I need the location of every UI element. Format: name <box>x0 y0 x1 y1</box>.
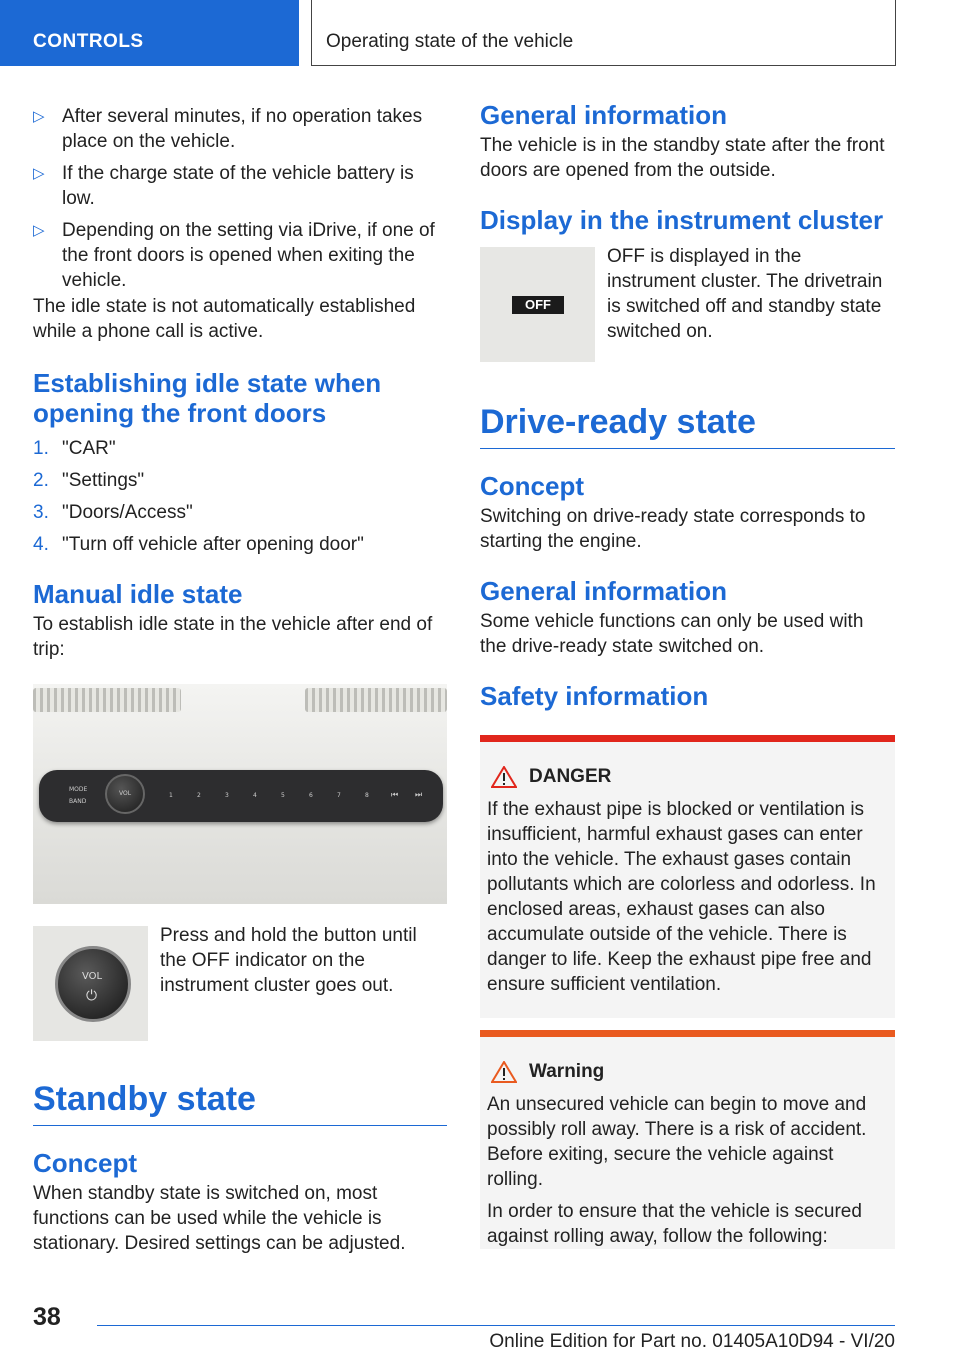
settings-steps <box>33 436 447 557</box>
center-console-photo <box>33 684 447 904</box>
warning-header <box>487 1061 888 1083</box>
warning-text: An unsecured vehicle can begin to move and possibly roll away. There is a risk of accident. Before exiting, secure the vehicle against rolling. <box>487 1094 867 1190</box>
section-label: CONTROLS <box>33 31 144 52</box>
press-hold-text: Press and hold the button until the OFF indicator on the instrument cluster goes out. <box>160 925 417 996</box>
danger-text: If the exhaust pipe is blocked or ventilation is insufficient, harmful exhaust gases can enter into the vehicle. The exhaust gases contain pollutants which are colorless and odorless. In enclosed areas, exhaust gases can also accumulate outside of the vehicle. There is danger to life. Keep the exhaust pipe free and ensure sufficient ventilation. <box>487 799 876 995</box>
footer-divider <box>97 1325 895 1326</box>
volume-knob-photo <box>33 926 148 1041</box>
warning-text: In order to ensure that the vehicle is secured against rolling away, follow the following: <box>487 1201 862 1247</box>
list-item: ▷ If the charge state of the vehicle battery is low. <box>33 163 414 209</box>
standby-concept-text: When standby state is switched on, most functions can be used while the vehicle is stationary. Desired settings can be adjusted. <box>33 1183 406 1254</box>
display-text: OFF is displayed in the instrument cluster. The drivetrain is switched off and standby state switched on. <box>607 246 883 342</box>
warning-title: Warning <box>529 1061 605 1082</box>
power-knob: VOL ⏻ <box>55 946 131 1022</box>
section-tab <box>0 0 299 66</box>
skip-forward-icon: ⏭ <box>415 790 423 799</box>
footer-edition: Online Edition for Part no. 01405A10D94 - VI/20 <box>489 1331 895 1352</box>
danger-header <box>487 766 888 788</box>
off-indicator: OFF <box>512 296 564 314</box>
left-column <box>33 104 447 1256</box>
page-number: 38 <box>33 1303 61 1331</box>
list-item: 2. "Settings" <box>33 470 145 491</box>
volume-knob: VOL <box>105 774 145 814</box>
power-icon: ⏻ <box>86 987 98 1003</box>
chapter-title-text: Operating state of the vehicle <box>326 31 574 52</box>
danger-title: DANGER <box>529 766 612 787</box>
heading-general-information: General information <box>480 576 728 606</box>
triangle-bullet-icon: ▷ <box>33 222 45 239</box>
heading-manual-idle: Manual idle state <box>33 579 243 609</box>
list-item: 1. "CAR" <box>33 438 116 459</box>
drive-concept-text: Switching on drive-ready state corresponds to starting the engine. <box>480 506 866 552</box>
heading-concept: Concept <box>33 1148 137 1178</box>
air-vent <box>305 688 447 712</box>
heading-standby-state: Standby state <box>33 1079 447 1126</box>
warning-box <box>480 1030 895 1249</box>
heading-display-cluster: Display in the instrument cluster <box>480 205 884 235</box>
chapter-title <box>311 0 896 66</box>
general-info-text: Some vehicle functions can only be used with the drive-ready state switched on. <box>480 611 864 657</box>
list-item: 3. "Doors/Access" <box>33 502 193 523</box>
air-vent <box>33 688 181 712</box>
heading-establishing-idle: Establishing idle state when opening the front doors <box>33 368 382 428</box>
radio-control-panel: MODE BAND VOL 1 2 3 4 5 6 7 8 ⏮ ⏭ <box>39 770 443 822</box>
danger-box <box>480 735 895 1018</box>
press-button-block <box>33 926 447 1041</box>
triangle-bullet-icon: ▷ <box>33 108 45 125</box>
heading-safety-information: Safety information <box>480 681 709 711</box>
right-column <box>480 100 895 1249</box>
manual-idle-text: To establish idle state in the vehicle after end of trip: <box>33 614 433 660</box>
idle-note: The idle state is not automatically established while a phone call is active. <box>33 296 416 342</box>
off-display-block <box>480 247 895 362</box>
instrument-cluster-photo <box>480 247 595 362</box>
warning-triangle-icon <box>491 1061 517 1083</box>
skip-back-icon: ⏮ <box>391 790 399 799</box>
list-item: 4. "Turn off vehicle after opening door" <box>33 534 364 555</box>
list-item: ▷ After several minutes, if no operation takes place on the vehicle. <box>33 106 423 152</box>
triangle-bullet-icon: ▷ <box>33 165 45 182</box>
warning-triangle-icon <box>491 766 517 788</box>
list-item: ▷ Depending on the setting via iDrive, if one of the front doors is opened when exiting the vehicle. <box>33 220 435 291</box>
general-info-text: The vehicle is in the standby state after the front doors are opened from the outside. <box>480 135 885 181</box>
heading-general-information: General information <box>480 100 728 130</box>
idle-conditions-list <box>33 104 447 293</box>
heading-drive-ready-state: Drive-ready state <box>480 402 895 449</box>
heading-concept: Concept <box>480 471 584 501</box>
